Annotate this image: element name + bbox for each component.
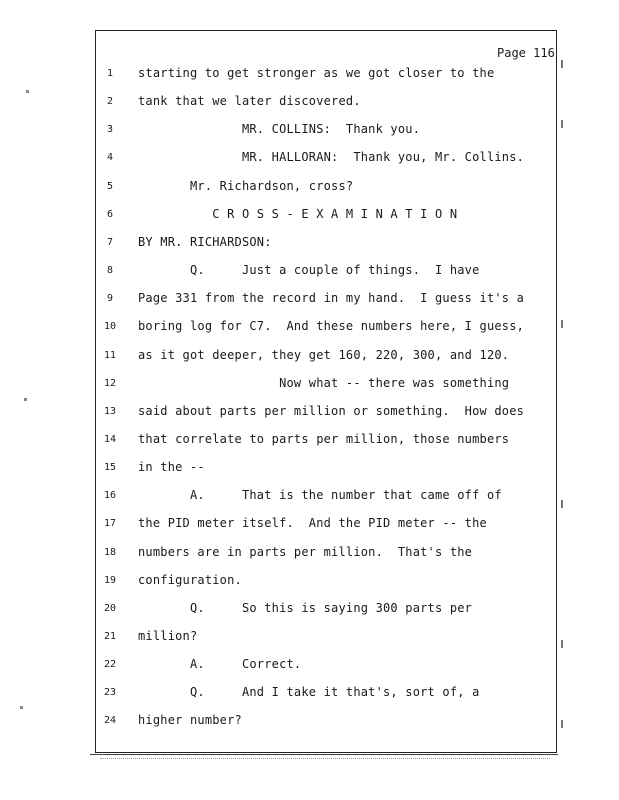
line-number: 21	[103, 631, 117, 642]
line-number: 14	[103, 433, 117, 445]
transcript-line: boring log for C7. And these numbers here, I guess,	[138, 319, 525, 334]
transcript-line: C R O S S - E X A M I N A T I O N	[138, 206, 458, 221]
line-number: 23	[103, 687, 117, 699]
line-number: 7	[106, 236, 114, 248]
transcript-line: Now what -- there was something	[138, 375, 510, 390]
transcript-line: Mr. Richardson, cross?	[138, 178, 354, 193]
line-number: 12	[103, 377, 117, 389]
line-number: 15	[103, 462, 117, 474]
margin-mark	[24, 398, 27, 401]
line-number: 2	[106, 96, 114, 108]
transcript-page	[95, 30, 557, 753]
line-number: 6	[106, 208, 114, 220]
line-number: 16	[103, 490, 117, 502]
line-number: 3	[106, 124, 114, 136]
margin-tick	[561, 500, 563, 508]
transcript-line: the PID meter itself. And the PID meter -- the	[138, 516, 487, 531]
line-number: 13	[103, 405, 117, 417]
transcript-line: higher number?	[138, 713, 242, 728]
page-number: Page 116	[497, 46, 555, 60]
margin-tick	[561, 320, 563, 328]
transcript-line: configuration.	[138, 572, 242, 587]
line-number: 8	[106, 265, 114, 277]
footer-dots	[100, 758, 550, 763]
transcript-line: BY MR. RICHARDSON:	[138, 234, 272, 249]
line-number: 1	[106, 68, 114, 79]
transcript-line: A. Correct.	[138, 657, 302, 672]
margin-tick	[561, 60, 563, 68]
margin-tick	[561, 640, 563, 648]
transcript-line: million?	[138, 629, 198, 643]
margin-mark	[20, 706, 23, 709]
line-number: 20	[103, 602, 117, 614]
line-number: 9	[106, 293, 114, 305]
margin-tick	[561, 120, 563, 128]
transcript-line: as it got deeper, they get 160, 220, 300, and 120.	[138, 347, 510, 362]
line-number: 22	[103, 659, 117, 671]
transcript-line: numbers are in parts per million. That's the	[138, 544, 473, 559]
margin-mark	[26, 90, 29, 93]
line-number: 10	[103, 321, 117, 333]
transcript-line: starting to get stronger as we got closer to the	[138, 66, 495, 80]
line-number: 18	[103, 546, 117, 558]
transcript-line: Q. Just a couple of things. I have	[138, 263, 480, 278]
transcript-line: MR. COLLINS: Thank you.	[138, 122, 421, 137]
line-number: 11	[103, 349, 117, 361]
line-number: 4	[106, 152, 114, 164]
line-number: 24	[103, 715, 117, 727]
transcript-line: tank that we later discovered.	[138, 94, 361, 109]
margin-tick	[561, 720, 563, 728]
line-number: 17	[103, 518, 117, 530]
line-number: 19	[103, 574, 117, 586]
transcript-line: Q. So this is saying 300 parts per	[138, 600, 473, 615]
transcript-line: Q. And I take it that's, sort of, a	[138, 685, 480, 700]
transcript-line: A. That is the number that came off of	[138, 488, 502, 503]
line-number: 5	[106, 180, 114, 192]
transcript-line: MR. HALLORAN: Thank you, Mr. Collins.	[138, 150, 525, 165]
transcript-line: Page 331 from the record in my hand. I guess it's a	[138, 291, 525, 306]
transcript-line: said about parts per million or something. How does	[138, 403, 525, 418]
bottom-rule	[90, 754, 558, 755]
transcript-line: in the --	[138, 460, 205, 475]
transcript-line: that correlate to parts per million, those numbers	[138, 431, 510, 446]
